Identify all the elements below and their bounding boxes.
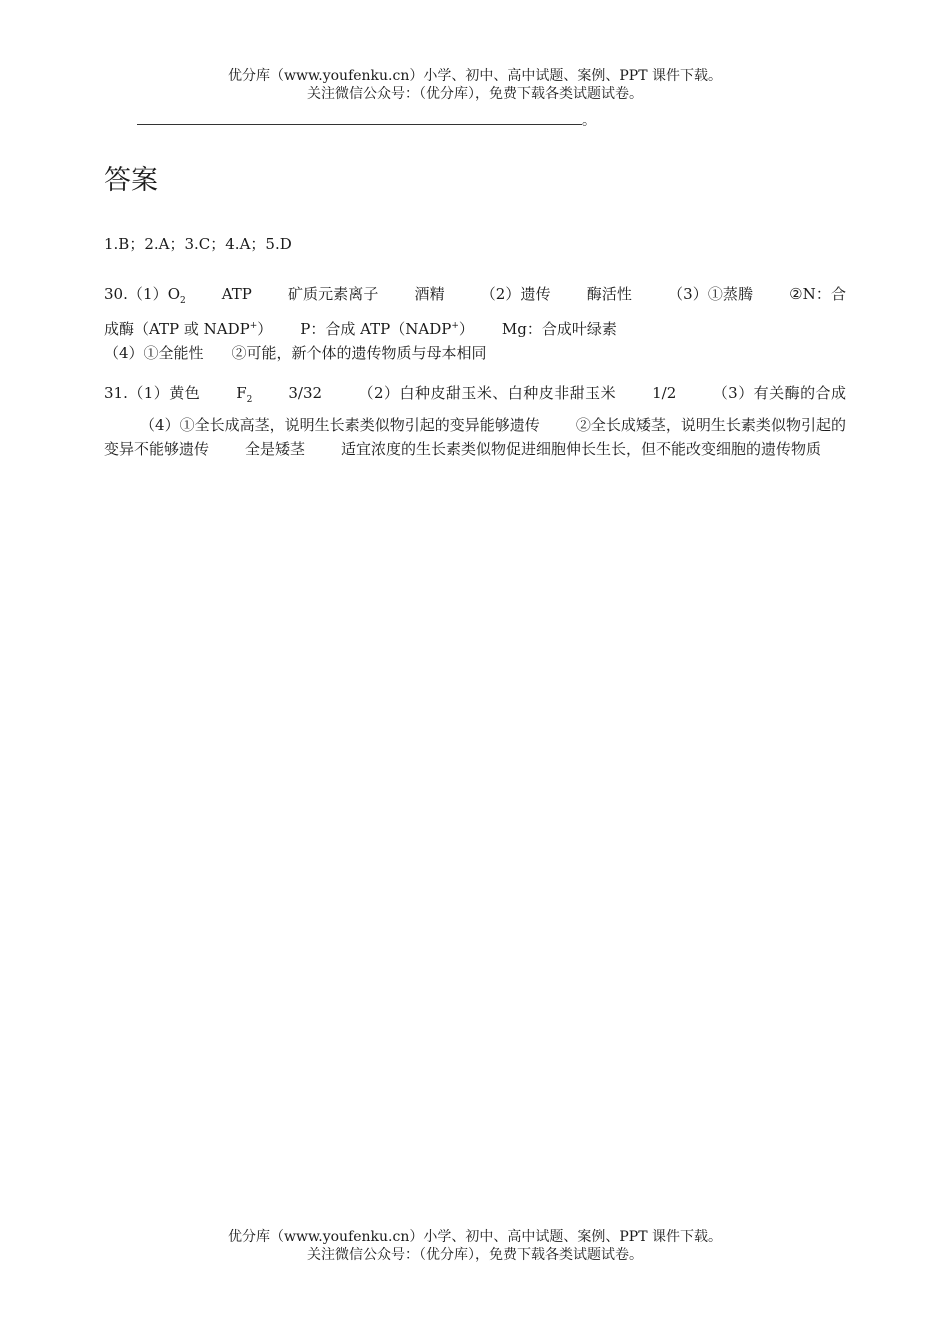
a30-part-5: （2）遗传 xyxy=(480,285,551,303)
a30-sup-2: + xyxy=(451,320,459,331)
a30-part-14: ②可能，新个体的遗传物质与母本相同 xyxy=(231,344,487,362)
a30-o2-subscript: 2 xyxy=(180,296,186,306)
a31-part-9: 全是矮茎 xyxy=(245,440,306,458)
answer-blank-line xyxy=(137,112,596,130)
a30-part-6: 酶活性 xyxy=(586,285,632,303)
blank-rule xyxy=(137,112,582,125)
answer-30 xyxy=(104,282,846,366)
a31-part-10: 适宜浓度的生长素类似物促进细胞伸长生长，但不能改变细胞的遗传物质 xyxy=(341,440,822,458)
a31-part-3: 3/32 xyxy=(288,384,323,402)
a30-part-7: （3）①蒸腾 xyxy=(667,285,754,303)
a30-part-2: ATP xyxy=(221,285,252,303)
a30-part-12: Mg：合成叶绿素 xyxy=(501,319,617,338)
a30-part-1: 30.（1）O xyxy=(104,285,181,303)
a31-part-6: （3）有关酶的合成 xyxy=(712,384,847,402)
a31-part-1: 31.（1）黄色 xyxy=(104,384,201,402)
a31-part-7: （4）①全长成高茎，说明生长素类似物引起的变异能够遗传 xyxy=(140,415,540,434)
a31-part-5: 1/2 xyxy=(652,384,677,402)
header-line-2: 关注微信公众号：（优分库），免费下载各类试题试卷。 xyxy=(307,86,643,102)
a30-part-13: （4）①全能性 xyxy=(104,344,204,362)
page-header xyxy=(0,67,950,103)
blank-line-period: 。 xyxy=(582,113,596,129)
mc-answers: 1.B；2.A；3.C；4.A；5.D xyxy=(104,235,292,253)
header-line-1: 优分库（www.youfenku.cn）小学、初中、高中试题、案例、PPT 课件下载。 xyxy=(227,68,722,84)
a30-sup-1: + xyxy=(249,320,258,331)
a31-part-2: F xyxy=(236,384,247,402)
a30-part-4: 酒精 xyxy=(414,285,445,303)
footer-line-1: 优分库（www.youfenku.cn）小学、初中、高中试题、案例、PPT 课件下载。 xyxy=(227,1229,722,1245)
a31-f2-subscript: 2 xyxy=(246,395,253,405)
a30-part-8: ②N：合成酶（ATP 或 NADP xyxy=(104,285,846,338)
a30-part-9: ） xyxy=(257,319,273,338)
page-footer xyxy=(0,1228,950,1264)
a30-part-3: 矿质元素离子 xyxy=(287,285,379,303)
a31-part-8: ②全长成矮茎，说明生长素类似物引起的变异不能够遗传 xyxy=(104,415,846,458)
a30-part-10: P：合成 ATP（NADP xyxy=(300,319,452,338)
footer-line-2: 关注微信公众号：（优分库），免费下载各类试题试卷。 xyxy=(307,1247,643,1263)
a30-part-11: ） xyxy=(458,319,474,338)
section-title: 答案 xyxy=(104,165,158,196)
answer-31 xyxy=(104,381,846,462)
a31-part-4: （2）白种皮甜玉米、白种皮非甜玉米 xyxy=(358,384,617,402)
